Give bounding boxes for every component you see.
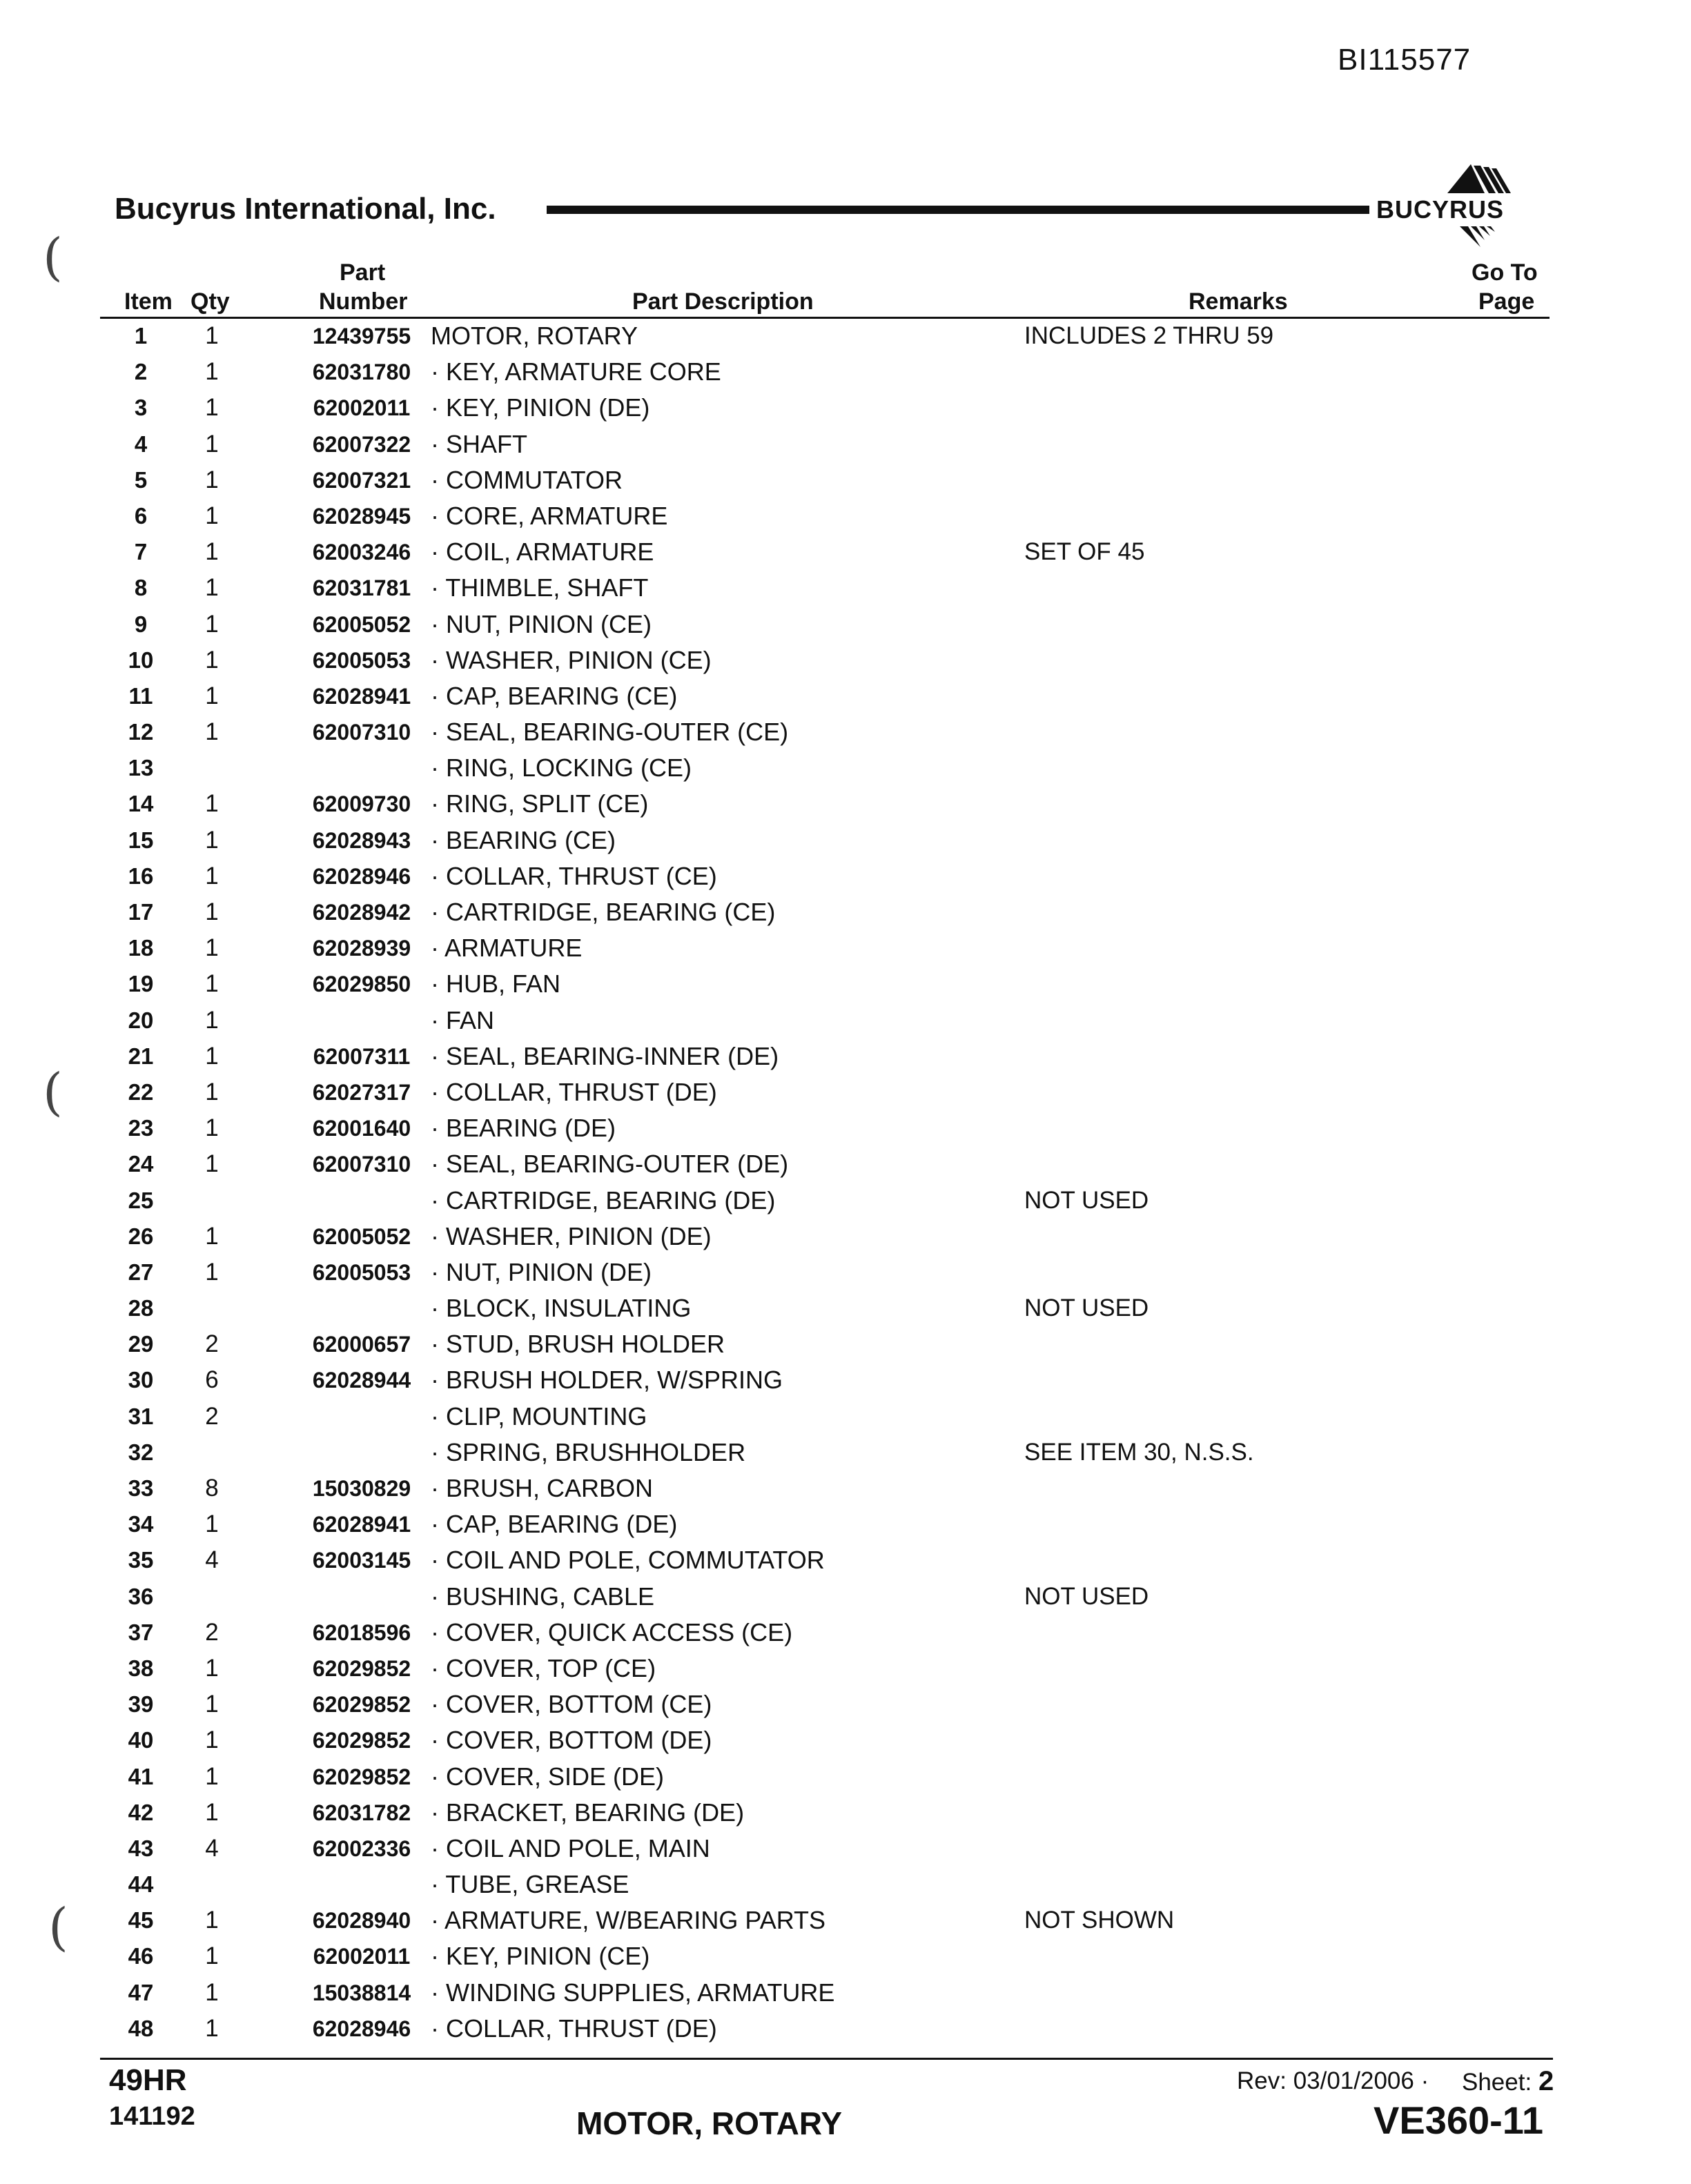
item-number: 12 [128, 719, 154, 745]
item-number: 8 [134, 575, 148, 601]
column-header-qty: Qty [190, 288, 230, 315]
part-description: · CORE, ARMATURE [431, 501, 668, 530]
item-number: 5 [134, 466, 148, 493]
part-description: · KEY, ARMATURE CORE [431, 357, 721, 386]
part-number: 62007321 [312, 467, 411, 493]
item-number: 43 [128, 1835, 154, 1861]
part-description: · HUB, FAN [431, 970, 561, 998]
quantity: 2 [205, 1402, 219, 1430]
part-number: 62009730 [312, 791, 411, 817]
table-row [0, 319, 1691, 355]
part-number: 12439755 [312, 324, 411, 348]
column-header-goto-bottom: Page [1478, 288, 1535, 315]
part-description: · COMMUTATOR [431, 465, 623, 494]
part-number: 62029852 [312, 1728, 411, 1753]
quantity: 1 [205, 358, 219, 386]
margin-mark: ( [43, 228, 63, 287]
table-row [0, 1580, 1691, 1615]
item-number: 48 [128, 2015, 154, 2041]
part-description: · RING, SPLIT (CE) [431, 789, 649, 818]
part-number: 62027317 [312, 1079, 411, 1105]
quantity: 1 [205, 1511, 219, 1538]
quantity: 4 [205, 1546, 219, 1574]
table-row [0, 1219, 1691, 1255]
part-description: · WASHER, PINION (DE) [431, 1221, 712, 1250]
item-number: 11 [128, 682, 153, 709]
quantity: 1 [205, 1798, 219, 1826]
item-number: 10 [128, 647, 154, 673]
part-number: 15030829 [312, 1476, 411, 1501]
part-number: 62007310 [312, 720, 411, 745]
column-header-description: Part Description [632, 288, 814, 315]
remarks: NOT USED [1024, 1582, 1149, 1610]
column-header-item: Item [124, 288, 173, 315]
quantity: 1 [205, 1907, 219, 1934]
part-description: · COIL AND POLE, MAIN [431, 1833, 710, 1862]
item-number: 40 [128, 1727, 154, 1753]
quantity: 1 [205, 898, 219, 925]
part-number: 62029852 [312, 1692, 411, 1718]
part-number: 62005052 [312, 1223, 411, 1249]
quantity: 1 [205, 1222, 219, 1250]
item-number: 38 [128, 1655, 154, 1681]
part-number: 62029852 [312, 1655, 411, 1681]
quantity: 6 [205, 1366, 219, 1394]
part-description: · RING, LOCKING (CE) [431, 754, 692, 783]
header-rule-bar [547, 206, 1369, 214]
column-header-part-top: Part [340, 259, 386, 286]
item-number: 15 [128, 827, 154, 853]
table-row [0, 1796, 1691, 1831]
item-number: 47 [128, 1979, 154, 2005]
table-row [0, 463, 1691, 499]
table-row [0, 1543, 1691, 1579]
table-row [0, 1615, 1691, 1651]
revision-date: Rev: 03/01/2006 · [1237, 2067, 1429, 2094]
part-description: · BRACKET, BEARING (DE) [431, 1798, 745, 1827]
part-number: 62003145 [312, 1548, 411, 1573]
margin-mark: ( [48, 1898, 68, 1957]
item-number: 37 [128, 1619, 154, 1645]
part-number: 62029850 [312, 972, 411, 997]
part-description: · SEAL, BEARING-OUTER (DE) [431, 1150, 789, 1179]
item-number: 14 [128, 791, 154, 817]
item-number: 3 [134, 395, 148, 421]
remarks: NOT USED [1024, 1186, 1149, 1214]
quantity: 1 [205, 790, 219, 818]
item-number: 16 [128, 863, 154, 889]
item-number: 6 [134, 502, 148, 529]
table-row [0, 1760, 1691, 1796]
quantity: 1 [205, 1942, 219, 1970]
item-number: 33 [128, 1475, 154, 1501]
part-number: 62007322 [312, 431, 411, 457]
quantity: 1 [205, 1006, 219, 1034]
item-number: 22 [128, 1079, 154, 1105]
quantity: 1 [205, 1726, 219, 1754]
company-name: Bucyrus International, Inc. [115, 192, 496, 226]
quantity: 1 [205, 610, 219, 638]
part-description: · BRUSH HOLDER, W/SPRING [431, 1366, 783, 1395]
part-number: 62003246 [312, 540, 411, 565]
part-description: · SEAL, BEARING-OUTER (CE) [431, 718, 789, 747]
item-number: 24 [128, 1151, 154, 1177]
part-description: · FAN [431, 1005, 495, 1034]
part-description: · BUSHING, CABLE [431, 1582, 655, 1611]
item-number: 42 [128, 1799, 154, 1825]
part-description: · WINDING SUPPLIES, ARMATURE [431, 1978, 835, 2007]
item-number: 32 [128, 1439, 154, 1465]
part-description: · CAP, BEARING (CE) [431, 681, 678, 710]
page-code: VE360-11 [1374, 2098, 1543, 2142]
table-row [0, 679, 1691, 715]
part-number: 15038814 [312, 1980, 411, 2005]
item-number: 30 [128, 1367, 154, 1393]
part-number: 62002336 [312, 1836, 411, 1861]
quantity: 2 [205, 1618, 219, 1646]
part-number: 62005052 [312, 611, 411, 637]
bucyrus-logo-text: BUCYRUS [1376, 195, 1505, 224]
part-number: 62029852 [312, 1764, 411, 1789]
quantity: 1 [205, 1258, 219, 1286]
part-description: MOTOR, ROTARY [431, 322, 638, 350]
table-row [0, 535, 1691, 571]
part-number: 62000657 [312, 1332, 411, 1357]
part-description: · ARMATURE, W/BEARING PARTS [431, 1906, 826, 1935]
part-description: · COIL, ARMATURE [431, 538, 654, 567]
part-number: 62028945 [312, 503, 411, 529]
remarks: SET OF 45 [1024, 538, 1145, 566]
table-row [0, 1003, 1691, 1039]
table-row [0, 1255, 1691, 1291]
table-row [0, 1183, 1691, 1219]
table-row [0, 1399, 1691, 1435]
item-number: 29 [128, 1331, 154, 1357]
table-row [0, 1363, 1691, 1399]
item-number: 9 [134, 611, 148, 637]
item-number: 4 [134, 431, 148, 457]
part-description: · BLOCK, INSULATING [431, 1294, 692, 1323]
table-row [0, 499, 1691, 535]
part-description: · SHAFT [431, 429, 527, 458]
table-row [0, 859, 1691, 895]
table-row [0, 715, 1691, 751]
quantity: 1 [205, 718, 219, 746]
part-description: · CLIP, MOUNTING [431, 1401, 647, 1430]
item-number: 45 [128, 1907, 154, 1934]
column-header-part-bottom: Number [319, 288, 408, 315]
table-row [0, 895, 1691, 931]
item-number: 21 [128, 1043, 154, 1069]
table-row [0, 931, 1691, 967]
table-row [0, 1507, 1691, 1543]
item-number: 39 [128, 1691, 154, 1718]
part-description: · KEY, PINION (CE) [431, 1942, 650, 1971]
part-number: 62028946 [312, 2016, 411, 2041]
item-number: 35 [128, 1547, 154, 1573]
part-description: · COLLAR, THRUST (CE) [431, 861, 717, 890]
quantity: 1 [205, 682, 219, 709]
table-row [0, 1111, 1691, 1147]
document-id: BI115577 [1338, 43, 1472, 77]
part-description: · NUT, PINION (CE) [431, 609, 652, 638]
part-number: 62005053 [312, 1259, 411, 1285]
quantity: 1 [205, 1078, 219, 1105]
quantity: 2 [205, 1330, 219, 1358]
part-number: 62007310 [312, 1152, 411, 1177]
table-row [0, 1327, 1691, 1363]
table-row [0, 1976, 1691, 2011]
item-number: 34 [128, 1511, 154, 1537]
part-number: 62028944 [312, 1368, 411, 1393]
part-description: · BEARING (CE) [431, 825, 616, 854]
part-number: 62018596 [312, 1620, 411, 1645]
part-description: · TUBE, GREASE [431, 1870, 629, 1899]
quantity: 8 [205, 1475, 219, 1502]
item-number: 19 [128, 971, 154, 997]
table-row [0, 1471, 1691, 1507]
part-number: 62031780 [312, 360, 411, 385]
drawing-number: 141192 [109, 2102, 195, 2131]
quantity: 1 [205, 574, 219, 602]
part-number: 62028941 [312, 683, 411, 709]
part-number: 62028939 [312, 936, 411, 961]
quantity: 1 [205, 646, 219, 673]
table-row [0, 967, 1691, 1003]
table-row [0, 355, 1691, 391]
part-description: · CARTRIDGE, BEARING (CE) [431, 898, 776, 926]
item-number: 2 [134, 359, 148, 385]
table-row [0, 823, 1691, 859]
model-code: 49HR [109, 2063, 187, 2097]
part-description: · KEY, PINION (DE) [431, 393, 650, 422]
part-description: · COVER, BOTTOM (CE) [431, 1690, 712, 1719]
item-number: 1 [134, 323, 148, 348]
part-description: · STUD, BRUSH HOLDER [431, 1330, 725, 1359]
item-number: 44 [128, 1871, 154, 1898]
quantity: 1 [205, 1150, 219, 1178]
quantity: 1 [205, 1762, 219, 1790]
table-row [0, 1831, 1691, 1867]
part-description: · COVER, SIDE (DE) [431, 1762, 665, 1791]
item-number: 7 [134, 539, 148, 565]
item-number: 23 [128, 1115, 154, 1141]
quantity: 1 [205, 1042, 219, 1070]
part-number: 62031782 [312, 1800, 411, 1825]
table-row [0, 751, 1691, 787]
quantity: 1 [205, 502, 219, 529]
part-description: · ARMATURE [431, 934, 583, 963]
table-row [0, 1723, 1691, 1759]
margin-mark: ( [43, 1063, 63, 1122]
part-number: 62031781 [312, 575, 411, 601]
item-number: 26 [128, 1223, 154, 1249]
quantity: 1 [205, 322, 219, 349]
part-number: 62002011 [313, 395, 411, 421]
table-row [0, 1687, 1691, 1723]
part-description: · COLLAR, THRUST (DE) [431, 2014, 717, 2043]
table-row [0, 643, 1691, 679]
table-row [0, 787, 1691, 823]
table-row [0, 1075, 1691, 1111]
part-description: · CARTRIDGE, BEARING (DE) [431, 1186, 776, 1214]
part-description: · CAP, BEARING (DE) [431, 1510, 678, 1539]
part-description: · COLLAR, THRUST (DE) [431, 1077, 717, 1106]
table-row [0, 1039, 1691, 1075]
item-number: 31 [128, 1403, 154, 1429]
quantity: 1 [205, 862, 219, 889]
column-header-goto-top: Go To [1472, 259, 1538, 286]
part-description: · THIMBLE, SHAFT [431, 573, 649, 602]
part-description: · COVER, BOTTOM (DE) [431, 1726, 712, 1755]
parts-table-body [0, 319, 1691, 2047]
part-number: 62005053 [312, 647, 411, 673]
item-number: 18 [128, 935, 154, 961]
item-number: 27 [128, 1259, 154, 1285]
table-row [0, 1867, 1691, 1903]
part-number: 62028943 [312, 827, 411, 853]
quantity: 1 [205, 934, 219, 962]
table-row [0, 1651, 1691, 1687]
table-row [0, 571, 1691, 607]
footer-title: MOTOR, ROTARY [576, 2105, 843, 2141]
part-description: · BRUSH, CARBON [431, 1474, 654, 1502]
sheet-number: 2 [1538, 2066, 1554, 2096]
table-row [0, 1291, 1691, 1327]
quantity: 1 [205, 1654, 219, 1682]
part-number: 62028940 [312, 1908, 411, 1934]
table-row [0, 1903, 1691, 1939]
quantity: 1 [205, 1691, 219, 1718]
item-number: 28 [128, 1295, 154, 1321]
part-description: · WASHER, PINION (CE) [431, 645, 712, 674]
remarks: SEE ITEM 30, N.S.S. [1024, 1438, 1254, 1466]
footer-rule [100, 2058, 1553, 2060]
quantity: 4 [205, 1834, 219, 1862]
quantity: 1 [205, 394, 219, 422]
part-description: · SEAL, BEARING-INNER (DE) [431, 1041, 779, 1070]
quantity: 1 [205, 2014, 219, 2042]
sheet-label: Sheet: [1462, 2069, 1532, 2096]
quantity: 1 [205, 430, 219, 458]
part-description: · COVER, TOP (CE) [431, 1653, 656, 1682]
table-row [0, 1435, 1691, 1471]
column-header-remarks: Remarks [1189, 288, 1288, 315]
part-description: · COIL AND POLE, COMMUTATOR [431, 1546, 825, 1575]
remarks: NOT SHOWN [1024, 1907, 1175, 1934]
part-number: 62001640 [312, 1116, 411, 1141]
table-row [0, 1939, 1691, 1975]
sheet-indicator [1462, 2066, 1554, 2097]
item-number: 36 [128, 1583, 154, 1609]
remarks: NOT USED [1024, 1295, 1149, 1322]
item-number: 17 [128, 899, 154, 925]
part-number: 62028941 [312, 1512, 411, 1537]
part-description: · COVER, QUICK ACCESS (CE) [431, 1617, 793, 1646]
quantity: 1 [205, 1978, 219, 2006]
quantity: 1 [205, 1114, 219, 1142]
remarks: INCLUDES 2 THRU 59 [1024, 322, 1274, 349]
table-row [0, 2011, 1691, 2047]
table-row [0, 607, 1691, 643]
item-number: 41 [128, 1763, 154, 1789]
part-number: 62007311 [313, 1043, 411, 1069]
table-row [0, 391, 1691, 426]
item-number: 20 [128, 1007, 154, 1033]
quantity: 1 [205, 466, 219, 493]
item-number: 13 [128, 755, 154, 781]
table-row [0, 1147, 1691, 1183]
quantity: 1 [205, 826, 219, 854]
table-row [0, 427, 1691, 463]
quantity: 1 [205, 538, 219, 566]
item-number: 25 [128, 1187, 154, 1213]
part-number: 62028946 [312, 863, 411, 889]
item-number: 46 [128, 1943, 154, 1969]
quantity: 1 [205, 970, 219, 998]
part-number: 62002011 [313, 1944, 411, 1969]
part-description: · SPRING, BRUSHHOLDER [431, 1437, 746, 1466]
part-description: · BEARING (DE) [431, 1114, 616, 1143]
part-number: 62028942 [312, 900, 411, 925]
part-description: · NUT, PINION (DE) [431, 1257, 652, 1286]
